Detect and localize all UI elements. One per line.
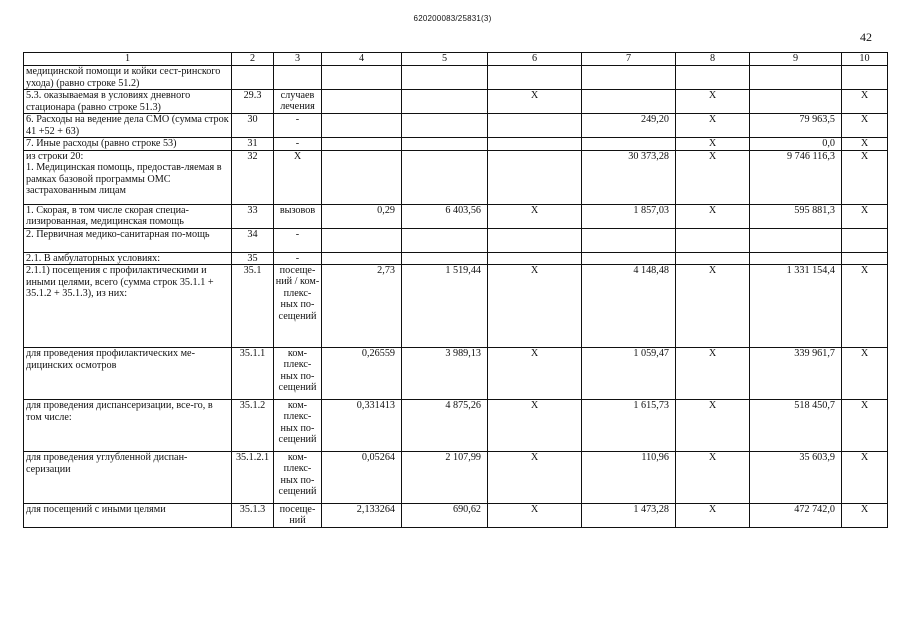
table-cell-col-10: X — [842, 204, 888, 228]
table-cell-col-7 — [582, 138, 676, 151]
table-row — [24, 252, 888, 265]
column-header-1: 1 — [24, 53, 232, 66]
table-cell-col-4 — [322, 150, 402, 204]
table-cell-col-8 — [676, 252, 750, 265]
table-cell-col-4: 0,26559 — [322, 348, 402, 400]
table-cell-col-6 — [488, 66, 582, 90]
table-cell-col-6 — [488, 150, 582, 204]
table-cell-col-7: 1 857,03 — [582, 204, 676, 228]
table-cell-col-10: X — [842, 504, 888, 528]
table-cell-col-4 — [322, 252, 402, 265]
table-cell-col-10: X — [842, 452, 888, 504]
table-cell-col-4 — [322, 228, 402, 252]
table-cell-col-7: 249,20 — [582, 114, 676, 138]
table-cell-col-6: X — [488, 90, 582, 114]
table-cell-col-9: 595 881,3 — [750, 204, 842, 228]
table-cell-col-8: X — [676, 348, 750, 400]
table-cell-col-5 — [402, 66, 488, 90]
table-cell-col-3: посеще-ний / ком-плекс-ных по-сещений — [274, 265, 322, 348]
table-cell-col-4: 2,73 — [322, 265, 402, 348]
table-cell-col-9: 339 961,7 — [750, 348, 842, 400]
table-cell-col-5: 4 875,26 — [402, 400, 488, 452]
table-cell-col-4 — [322, 114, 402, 138]
table-cell-col-5: 6 403,56 — [402, 204, 488, 228]
table-cell-col-10 — [842, 66, 888, 90]
table-cell-col-9: 518 450,7 — [750, 400, 842, 452]
table-cell-col-1: для проведения профилактических ме-дицинских осмотров — [24, 348, 232, 400]
table-cell-col-1: 2.1.1) посещения с профилактическими и иными целями, всего (сумма строк 35.1.1 + 35.1.2 + 35.1.3), из них: — [24, 265, 232, 348]
table-cell-col-1: для проведения углубленной диспан-серизации — [24, 452, 232, 504]
table-cell-col-6 — [488, 228, 582, 252]
table-cell-col-9: 0,0 — [750, 138, 842, 151]
table-cell-col-5: 1 519,44 — [402, 265, 488, 348]
table-cell-col-8: X — [676, 150, 750, 204]
table-cell-col-6 — [488, 138, 582, 151]
table-cell-col-1: 2.1. В амбулаторных условиях: — [24, 252, 232, 265]
table-row — [24, 138, 888, 151]
table-cell-col-4: 0,05264 — [322, 452, 402, 504]
table-cell-col-3: - — [274, 138, 322, 151]
table-cell-col-7: 110,96 — [582, 452, 676, 504]
table-cell-col-9 — [750, 228, 842, 252]
table-cell-col-3: - — [274, 228, 322, 252]
table-cell-col-4: 0,29 — [322, 204, 402, 228]
table-cell-col-2: 35.1.1 — [232, 348, 274, 400]
table-cell-col-10: X — [842, 114, 888, 138]
table-row — [24, 66, 888, 90]
table-cell-col-10: X — [842, 348, 888, 400]
table-cell-col-4 — [322, 138, 402, 151]
table-row — [24, 150, 888, 204]
table-cell-col-9: 1 331 154,4 — [750, 265, 842, 348]
table-cell-col-1: из строки 20: 1. Медицинская помощь, предостав-ляемая в рамках базовой программы ОМС застрахованным лицам — [24, 150, 232, 204]
table-row — [24, 114, 888, 138]
table-cell-col-7: 1 059,47 — [582, 348, 676, 400]
table-cell-col-8: X — [676, 138, 750, 151]
table-cell-col-8 — [676, 228, 750, 252]
table-cell-col-8: X — [676, 452, 750, 504]
table-cell-col-7: 30 373,28 — [582, 150, 676, 204]
document-code: 620200083/25831(3) — [413, 14, 492, 23]
table-cell-col-8: X — [676, 90, 750, 114]
table-cell-col-7: 1 615,73 — [582, 400, 676, 452]
column-header-6: 6 — [488, 53, 582, 66]
table-cell-col-5: 690,62 — [402, 504, 488, 528]
column-header-3: 3 — [274, 53, 322, 66]
table-cell-col-2: 35.1.2.1 — [232, 452, 274, 504]
table-cell-col-2: 32 — [232, 150, 274, 204]
table-cell-col-3: X — [274, 150, 322, 204]
table-cell-col-7: 4 148,48 — [582, 265, 676, 348]
table-cell-col-6: X — [488, 504, 582, 528]
table-cell-col-9 — [750, 90, 842, 114]
table-cell-col-9: 472 742,0 — [750, 504, 842, 528]
table-cell-col-6: X — [488, 400, 582, 452]
table-row — [24, 265, 888, 348]
table-cell-col-7 — [582, 252, 676, 265]
table-cell-col-10 — [842, 228, 888, 252]
table-cell-col-3: ком-плекс-ных по-сещений — [274, 348, 322, 400]
table-cell-col-7 — [582, 90, 676, 114]
table-cell-col-2: 29.3 — [232, 90, 274, 114]
table-cell-col-1: 2. Первичная медико-санитарная по-мощь — [24, 228, 232, 252]
table-cell-col-1: 6. Расходы на ведение дела СМО (сумма строк 41 +52 + 63) — [24, 114, 232, 138]
table-cell-col-9 — [750, 252, 842, 265]
table-cell-col-2 — [232, 66, 274, 90]
table-cell-col-3: - — [274, 252, 322, 265]
table-cell-col-1: 5.3. оказываемая в условиях дневного стационара (равно строке 51.3) — [24, 90, 232, 114]
table-cell-col-6: X — [488, 204, 582, 228]
table-row — [24, 504, 888, 528]
table-cell-col-2: 35.1.2 — [232, 400, 274, 452]
column-header-4: 4 — [322, 53, 402, 66]
table-header-row — [24, 53, 888, 66]
table-cell-col-3: вызовов — [274, 204, 322, 228]
table-row — [24, 452, 888, 504]
table-cell-col-10 — [842, 252, 888, 265]
table-cell-col-6: X — [488, 452, 582, 504]
table-cell-col-2: 34 — [232, 228, 274, 252]
table-cell-col-10: X — [842, 150, 888, 204]
table-cell-col-8: X — [676, 114, 750, 138]
table-cell-col-8 — [676, 66, 750, 90]
table-cell-col-7 — [582, 66, 676, 90]
table-cell-col-2: 35.1 — [232, 265, 274, 348]
column-header-2: 2 — [232, 53, 274, 66]
table-cell-col-4 — [322, 66, 402, 90]
table-cell-col-10: X — [842, 265, 888, 348]
table-cell-col-5: 2 107,99 — [402, 452, 488, 504]
table-cell-col-9: 9 746 116,3 — [750, 150, 842, 204]
column-header-10: 10 — [842, 53, 888, 66]
table-cell-col-1: 7. Иные расходы (равно строке 53) — [24, 138, 232, 151]
table-cell-col-5 — [402, 150, 488, 204]
table-cell-col-9: 79 963,5 — [750, 114, 842, 138]
table-cell-col-3 — [274, 66, 322, 90]
table-cell-col-8: X — [676, 504, 750, 528]
table-cell-col-8: X — [676, 400, 750, 452]
column-header-8: 8 — [676, 53, 750, 66]
table-row — [24, 204, 888, 228]
table-cell-col-6: X — [488, 348, 582, 400]
table-cell-col-5 — [402, 228, 488, 252]
table-cell-col-2: 35.1.3 — [232, 504, 274, 528]
column-header-9: 9 — [750, 53, 842, 66]
column-header-5: 5 — [402, 53, 488, 66]
table-cell-col-3: - — [274, 114, 322, 138]
table-row — [24, 348, 888, 400]
table-cell-col-7 — [582, 228, 676, 252]
table-cell-col-5 — [402, 252, 488, 265]
data-table — [23, 52, 888, 528]
table-cell-col-8: X — [676, 265, 750, 348]
table-cell-col-4 — [322, 90, 402, 114]
table-cell-col-6 — [488, 114, 582, 138]
table-row — [24, 400, 888, 452]
table-row — [24, 228, 888, 252]
table-cell-col-10: X — [842, 400, 888, 452]
table-cell-col-3: посеще-ний — [274, 504, 322, 528]
table-cell-col-2: 33 — [232, 204, 274, 228]
table-row — [24, 90, 888, 114]
table-cell-col-9: 35 603,9 — [750, 452, 842, 504]
table-cell-col-5 — [402, 114, 488, 138]
table-cell-col-2: 31 — [232, 138, 274, 151]
table-cell-col-1: для проведения диспансеризации, все-го, в том числе: — [24, 400, 232, 452]
table-cell-col-1: медицинской помощи и койки сест-ринского ухода) (равно строке 51.2) — [24, 66, 232, 90]
table-cell-col-9 — [750, 66, 842, 90]
table-cell-col-1: 1. Скорая, в том числе скорая специа-лизированная, медицинская помощь — [24, 204, 232, 228]
table-cell-col-6: X — [488, 265, 582, 348]
table-cell-col-4: 2,133264 — [322, 504, 402, 528]
table-cell-col-1: для посещений с иными целями — [24, 504, 232, 528]
table-cell-col-3: ком-плекс-ных по-сещений — [274, 400, 322, 452]
table-cell-col-3: случаев лечения — [274, 90, 322, 114]
table-cell-col-2: 30 — [232, 114, 274, 138]
table-cell-col-3: ком-плекс-ных по-сещений — [274, 452, 322, 504]
table-cell-col-5: 3 989,13 — [402, 348, 488, 400]
table-cell-col-5 — [402, 138, 488, 151]
table-cell-col-10: X — [842, 138, 888, 151]
table-cell-col-7: 1 473,28 — [582, 504, 676, 528]
column-header-7: 7 — [582, 53, 676, 66]
table-cell-col-2: 35 — [232, 252, 274, 265]
table-cell-col-5 — [402, 90, 488, 114]
table-cell-col-4: 0,331413 — [322, 400, 402, 452]
table-cell-col-8: X — [676, 204, 750, 228]
page-number: 42 — [860, 30, 872, 44]
table-cell-col-6 — [488, 252, 582, 265]
table-cell-col-10: X — [842, 90, 888, 114]
